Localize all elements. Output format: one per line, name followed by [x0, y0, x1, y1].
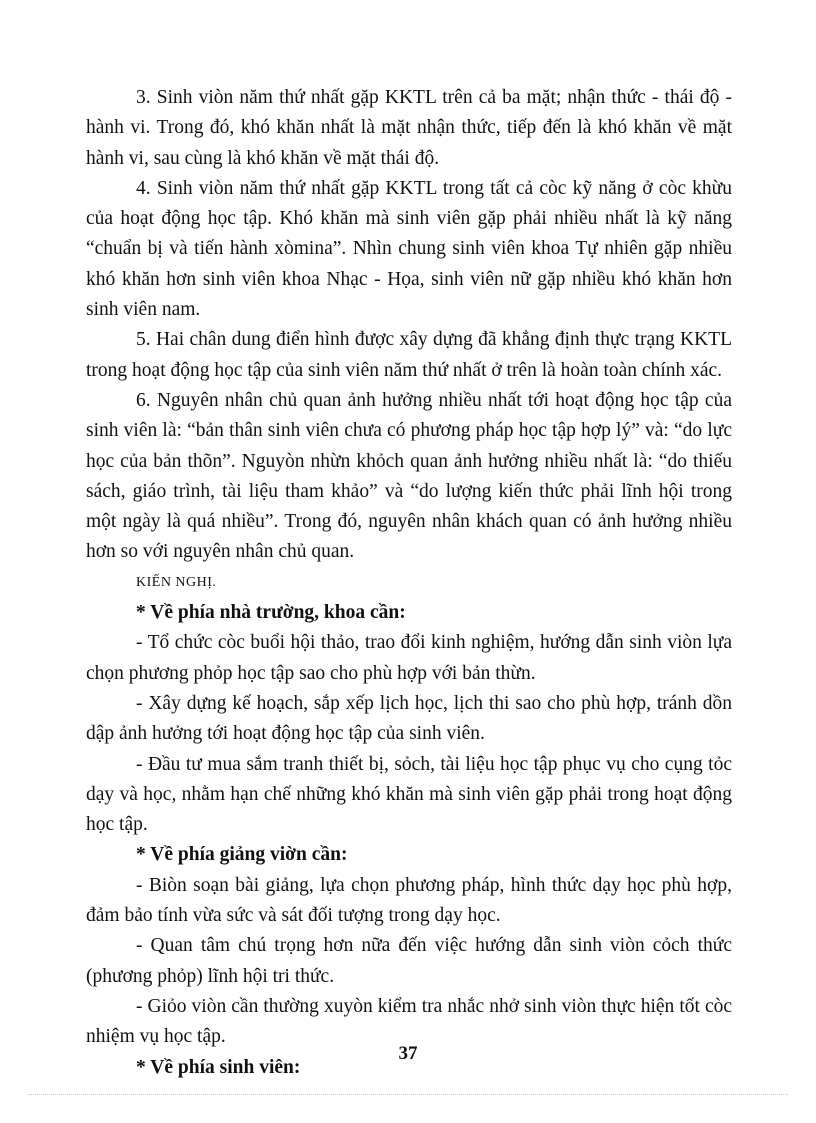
- page-number: 37: [398, 1043, 418, 1064]
- lecturer-recommendation-item: - Biòn soạn bài giảng, lựa chọn phương pháp, hình thức dạy học phù hợp, đảm bảo tính vừa sức và sát đối tượng trong dạy học.: [86, 874, 732, 927]
- school-section-heading: * Về phía nhà trường, khoa cần:: [136, 602, 406, 624]
- lecturer-section-heading: * Về phía giảng viờn cần:: [136, 844, 348, 866]
- conclusion-paragraph-3: 3. Sinh viòn năm thứ nhất gặp KKTL trên cả ba mặt; nhận thức - thái độ - hành vi. Trong đó, khó khăn nhất là mặt nhận thức, tiếp đến là khó khăn về mặt hành vi, sau cùng là khó khăn về mặt thái độ.: [86, 87, 732, 169]
- school-recommendation-item: - Tổ chức còc buổi hội thảo, trao đổi kinh nghiệm, hướng dẫn sinh viòn lựa chọn phương phỏp học tập sao cho phù hợp với bản thừn.: [86, 632, 732, 684]
- school-recommendation-item: - Đầu tư mua sắm tranh thiết bị, sỏch, tài liệu học tập phục vụ cho cụng tỏc dạy và học, nhằm hạn chế những khó khăn mà sinh viên gặp phải trong hoạt động học tập.: [86, 753, 732, 836]
- student-section-heading: * Về phía sinh viên:: [136, 1056, 301, 1078]
- recommendations-heading: KIẾN NGHỊ.: [136, 574, 217, 590]
- lecturer-recommendation-item: - Quan tâm chú trọng hơn nữa đến việc hướng dẫn sinh viòn cỏch thức (phương phỏp) lĩnh hội tri thức.: [86, 935, 732, 987]
- school-recommendation-item: - Xây dựng kế hoạch, sắp xếp lịch học, lịch thi sao cho phù hợp, tránh dồn dập ảnh hưởng tới hoạt động học tập của sinh viên.: [86, 692, 732, 745]
- conclusion-paragraph-4: 4. Sinh viòn năm thứ nhất gặp KKTL trong tất cả còc kỹ năng ở còc khừu của hoạt động học tập. Khó khăn mà sinh viên gặp phải nhiều nhất là kỹ năng “chuẩn bị và tiến hành xòmina”. Nhìn chung sinh viên khoa Tự nhiên gặp nhiều khó khăn hơn sinh viên khoa Nhạc - Họa, sinh viên nữ gặp nhiều khó khăn hơn sinh viên nam.: [86, 177, 732, 321]
- footer-divider: [28, 1094, 788, 1095]
- conclusion-paragraph-5: 5. Hai chân dung điển hình được xây dựng đã khẳng định thực trạng KKTL trong hoạt động học tập của sinh viên năm thứ nhất ở trên là hoàn toàn chính xác.: [86, 329, 732, 381]
- conclusion-paragraph-6: 6. Nguyên nhân chủ quan ảnh hưởng nhiều nhất tới hoạt động học tập của sinh viên là: “bản thân sinh viên chưa có phương pháp học tập hợp lý” và: “do lực học của bản thõn”. Nguyòn nhừn khỏch quan ảnh hưởng nhiều nhất là: “do thiếu sách, giáo trình, tài liệu tham khảo” và “do lượng kiến thức phải lĩnh hội trong một ngày là quá nhiều”. Trong đó, nguyên nhân khách quan có ảnh hưởng nhiều hơn so với nguyên nhân chủ quan.: [86, 389, 732, 563]
- lecturer-recommendation-item: - Giỏo viòn cần thường xuyòn kiểm tra nhắc nhở sinh viòn thực hiện tốt còc nhiệm vụ học tập.: [86, 995, 732, 1048]
- document-body: [86, 83, 732, 1083]
